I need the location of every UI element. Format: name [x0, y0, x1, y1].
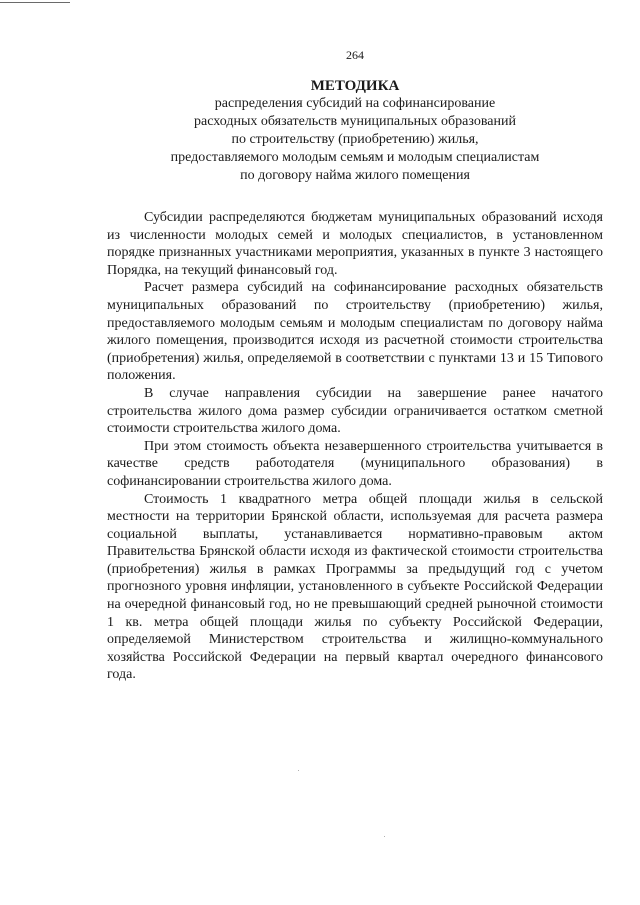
paragraph-subsidy-distribution: Субсидии распределяются бюджетам муниципальных образований исходя из численности молодых семей и молодых специалистов, в установленном порядке признанных участниками мероприятия, указанных в пункте 3 настоящего Порядка, на текущий финансовый год. — [107, 210, 603, 278]
subtitle-line: распределения субсидий на софинансирование — [214, 96, 496, 111]
subtitle-line: расходных обязательств муниципальных образований — [194, 114, 516, 129]
subtitle-line: предоставляемого молодым семьям и молодым специалистам — [170, 150, 540, 165]
paragraph-unfinished-object: При этом стоимость объекта незавершенного строительства учитывается в качестве средств работодателя (муниципального образования) в софинансировании строительства жилого дома. — [107, 438, 603, 489]
subtitle-line: по строительству (приобретению) жилья, — [231, 132, 479, 147]
page-number: 264 — [346, 48, 364, 62]
paragraph-subsidy-calculation: Расчет размера субсидий на софинансирование расходных обязательств муниципальных образований по строительству (приобретению) жилья, предоставляемого молодым семьям и молодым специалистам по договору найма жилого помещения, производится исходя из расчетной стоимости строительства (приобретения) жилья, определяемой в соответствии с пунктами 13 и 15 Типового положения. — [107, 280, 603, 384]
document-body — [107, 209, 603, 684]
document-page — [107, 48, 603, 684]
scan-speck — [384, 836, 385, 837]
paragraph-square-meter-cost: Стоимость 1 квадратного метра общей площади жилья в сельской местности на территории Брянской области, используемая для расчета размера социальной выплаты, устанавливается нормативно-правовым актом Правительства Брянской области исходя из фактической стоимости строительства (приобретения) жилья в рамках Программы за предыдущий год с учетом прогнозного уровня инфляции, установленного в субъекте Российской Федерации на очередной финансовый год, но не превышающий средней рыночной стоимости 1 кв. метра общей площади жилья по субъекту Российской Федерации, определяемой Министерством строительства и жилищно-коммунального хозяйства Российской Федерации на первый квартал очередного финансового года. — [107, 491, 603, 683]
subtitle-line: по договору найма жилого помещения — [240, 168, 470, 183]
document-subtitle — [107, 95, 603, 185]
document-title: МЕТОДИКА — [310, 78, 400, 94]
paragraph-completion-case: В случае направления субсидии на завершение ранее начатого строительства жилого дома размер субсидии ограничивается остатком сметной стоимости строительства жилого дома. — [107, 385, 603, 437]
scan-edge-rule — [0, 2, 70, 3]
scan-speck — [298, 770, 299, 771]
